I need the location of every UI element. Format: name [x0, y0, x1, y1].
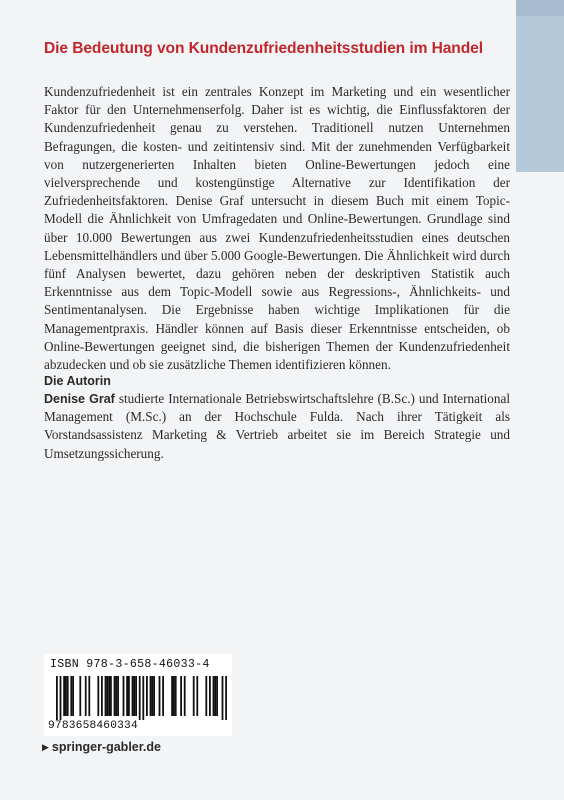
- barcode-bar: [196, 676, 198, 716]
- barcode-bar: [135, 676, 137, 716]
- author-heading: Die Autorin: [44, 374, 111, 388]
- barcode-bar: [205, 676, 207, 716]
- barcode-bar: [132, 676, 134, 716]
- barcode-bar: [79, 676, 81, 716]
- author-bio: studierte Internationale Betriebswirtschaftslehre (B.Sc.) und International Management (M.Sc.) an der Hochschule Fulda. Nach ihrer Tätigkeit als Vorstandsassistenz Marketing & Vertrieb arbeitet sie im Bereich Strategie und Umsetzungssicherung.: [44, 391, 511, 461]
- barcode-bar: [146, 676, 148, 716]
- barcode-bar: [123, 676, 125, 716]
- barcode-bar: [56, 676, 58, 720]
- barcode-bar: [110, 676, 112, 716]
- barcode-bar: [106, 676, 108, 716]
- barcode-bar: [85, 676, 87, 716]
- website-link[interactable]: [42, 740, 161, 754]
- barcode-bar: [150, 676, 152, 716]
- accent-bar: [516, 0, 564, 172]
- barcode-bar: [139, 676, 141, 720]
- barcode-bar: [72, 676, 74, 716]
- barcode-bar: [159, 676, 161, 716]
- barcode-bar: [128, 676, 130, 716]
- description-block: [44, 83, 510, 374]
- barcode-bar: [115, 676, 117, 716]
- barcode-bar: [175, 676, 177, 716]
- barcode-bar: [225, 676, 227, 720]
- isbn-label: ISBN 978-3-658-46033-4: [50, 658, 210, 671]
- barcode-bar: [142, 676, 144, 720]
- barcode-bar: [213, 676, 215, 716]
- website-label: springer-gabler.de: [51, 740, 161, 754]
- barcode-bar: [117, 676, 119, 716]
- barcode-bar: [193, 676, 195, 716]
- barcode-bar: [162, 676, 164, 716]
- description-paragraph: Kundenzufriedenheit ist ein zentrales Konzept im Marketing und ein wesentlicher Faktor für den Unternehmenserfolg. Daher ist es wichtig, die Einflussfaktoren der Kundenzufriedenheit genau zu verstehen. Traditionell nutzen Unternehmen Befragungen, die kosten- und zeitintensiv sind. Mit der zunehmenden Verfügbarkeit von nutzergenerierten Inhalten bieten Online-Bewertungen jedoch eine vielversprechende und kostengünstige Alternative zur Identifikation der Zufriedenheitsfaktoren. Denise Graf untersucht in diesem Buch mit einem Topic-Modell die Ähnlichkeit von Umfragedaten und Online-Bewertungen. Grundlage sind über 10.000 Bewertungen aus zwei Kundenzufriedenheitsstudien eines deutschen Lebensmittelhändlers und über 5.000 Google-Bewertungen. Die Ähnlichkeit wird durch fünf Analysen bewertet, dazu gehören neben der deskriptiven Statistik auch Erkenntnisse aus dem Topic-Modell sowie aus Regressions-, Ähnlichkeits- und Sentimentanalysen. Die Ergebnisse haben wichtige Implikationen für die Managementpraxis. Händler können auf Basis dieser Erkenntnisse entscheiden, ob Online-Bewertungen geeignet sind, die bisherigen Themen der Kundenzufriedenheit abzudecken und ob sie zusätzliche Themen identifizieren können.: [44, 84, 510, 373]
- barcode-bar: [214, 676, 216, 716]
- barcode-digits: 9783658460334: [48, 720, 138, 732]
- barcode-bar: [209, 676, 211, 716]
- barcode-bar: [171, 676, 173, 716]
- barcode-bar: [114, 676, 116, 716]
- barcode-bar: [184, 676, 186, 716]
- barcode-image: [44, 676, 232, 720]
- barcode-bar: [63, 676, 65, 716]
- barcode-bar: [216, 676, 218, 716]
- barcode-bar: [126, 676, 128, 716]
- barcode-bar: [133, 676, 135, 716]
- barcode-bar: [97, 676, 99, 716]
- barcode-bar: [108, 676, 110, 716]
- barcode-bar: [65, 676, 67, 716]
- barcode-bar: [67, 676, 69, 716]
- triangle-right-icon: ▶: [42, 741, 49, 752]
- barcode-bar: [180, 676, 182, 716]
- barcode-bar: [101, 676, 103, 716]
- barcode-box: [44, 654, 232, 736]
- barcode-bar: [153, 676, 155, 716]
- barcode-bar: [151, 676, 153, 716]
- barcode-bar: [88, 676, 90, 716]
- author-name: Denise Graf: [44, 392, 115, 406]
- author-bio-paragraph: [44, 390, 510, 463]
- barcode-bar: [173, 676, 175, 716]
- author-bio-block: [44, 390, 510, 463]
- barcode-bar: [222, 676, 224, 720]
- back-cover-title: Die Bedeutung von Kundenzufriedenheitsstudien im Handel: [44, 40, 483, 57]
- barcode-bar: [60, 676, 62, 720]
- barcode-bar: [70, 676, 72, 716]
- barcode-bar: [105, 676, 107, 716]
